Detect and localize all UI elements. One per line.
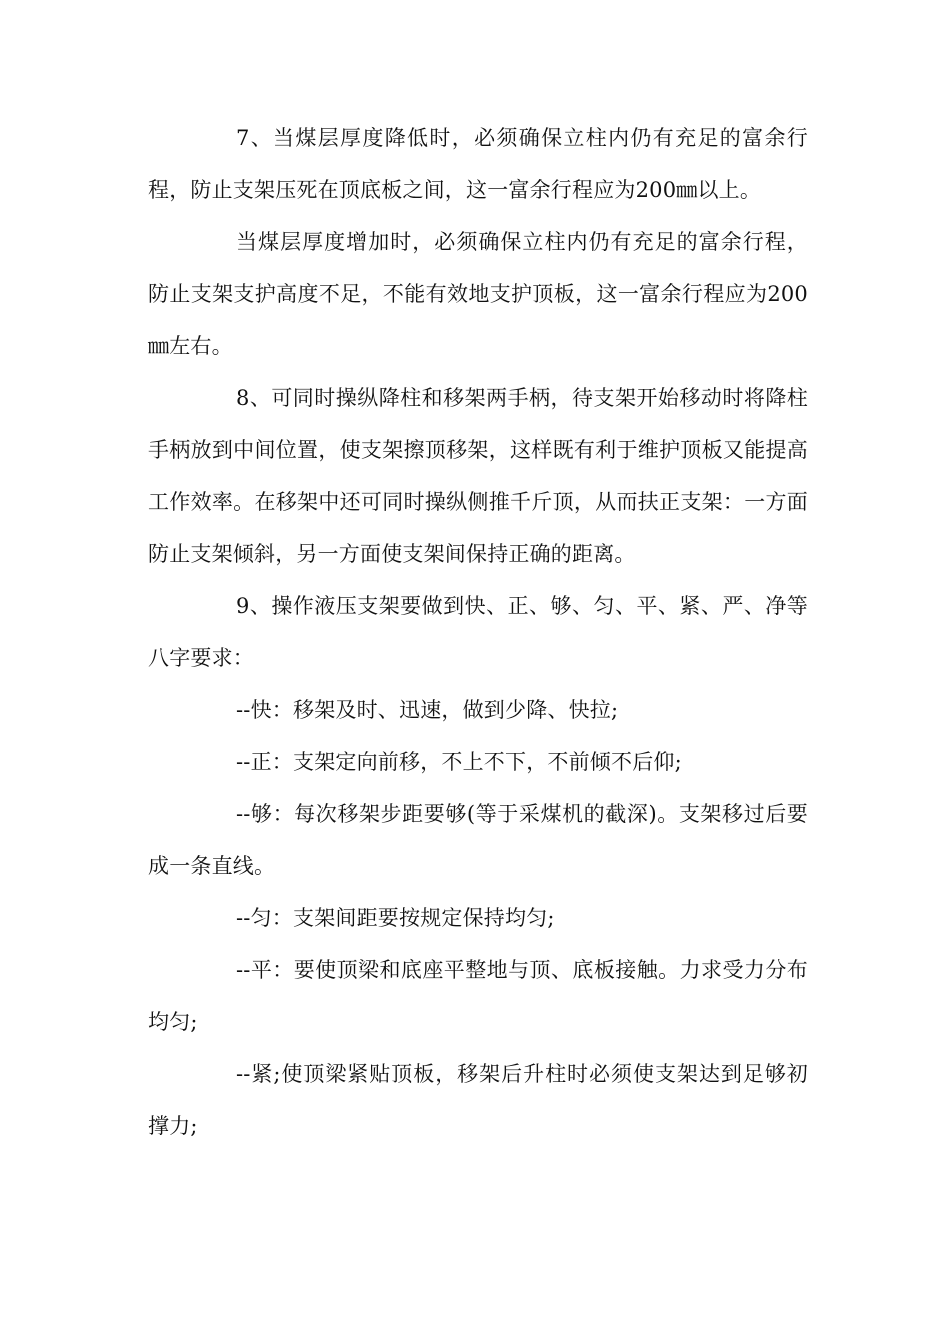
paragraph-7: --够：每次移架步距要够(等于采煤机的截深)。支架移过后要成一条直线。 (148, 802, 808, 878)
document-body (148, 112, 808, 1152)
paragraph-3: 8、可同时操纵降柱和移架两手柄，待支架开始移动时将降柱手柄放到中间位置，使支架擦顶移架，这样既有利于维护顶板又能提高工作效率。在移架中还可同时操纵侧推千斤顶，从而扶正支架：一方面防止支架倾斜，另一方面使支架间保持正确的距离。 (148, 386, 808, 566)
paragraph-8: --匀：支架间距要按规定保持均匀; (236, 906, 555, 930)
paragraph-1: 7、当煤层厚度降低时，必须确保立柱内仍有充足的富余行程，防止支架压死在顶底板之间，这一富余行程应为200㎜以上。 (148, 126, 808, 202)
paragraph-2: 当煤层厚度增加时，必须确保立柱内仍有充足的富余行程，防止支架支护高度不足，不能有效地支护顶板，这一富余行程应为200㎜左右。 (148, 230, 808, 358)
paragraph-9: --平：要使顶梁和底座平整地与顶、底板接触。力求受力分布均匀; (148, 958, 808, 1034)
paragraph-4: 9、操作液压支架要做到快、正、够、匀、平、紧、严、净等八字要求： (148, 594, 808, 670)
paragraph-5: --快：移架及时、迅速，做到少降、快拉; (236, 698, 619, 722)
paragraph-6: --正：支架定向前移，不上不下，不前倾不后仰; (236, 750, 682, 774)
paragraph-10: --紧;使顶梁紧贴顶板，移架后升柱时必须使支架达到足够初撑力; (148, 1062, 808, 1138)
